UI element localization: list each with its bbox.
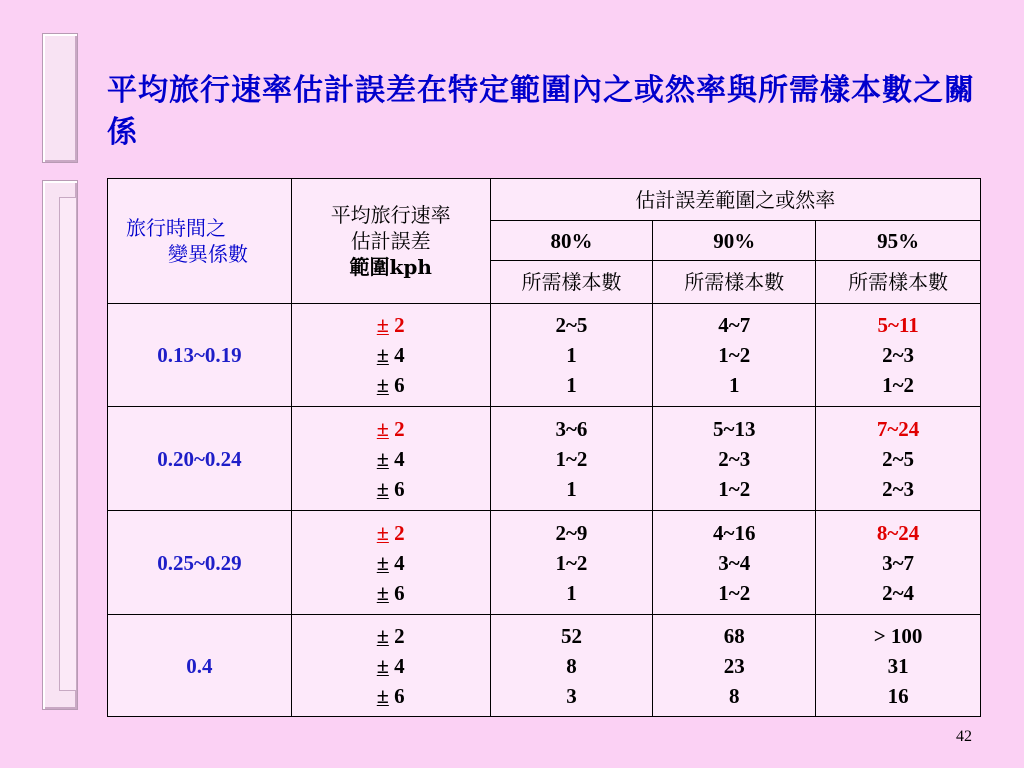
header-speed-error — [291, 179, 490, 304]
p90-cell — [653, 511, 816, 615]
p90-cell — [653, 304, 816, 407]
error-value: 2 — [394, 416, 405, 441]
header-cv-line2: 變異係數 — [168, 242, 248, 266]
header-sample-80: 所需樣本數 — [490, 261, 653, 304]
error-value: 4 — [394, 550, 405, 575]
sample-value: 2~5 — [882, 446, 915, 471]
error-cell — [291, 615, 490, 717]
header-speed-line3: 範圍kph — [349, 255, 432, 279]
sample-value: 1 — [566, 373, 577, 397]
cv-cell: 0.4 — [108, 615, 292, 717]
table-row — [108, 304, 981, 407]
sample-value: 1 — [566, 343, 577, 367]
decorative-bar-inner — [59, 197, 77, 691]
header-probability: 估計誤差範圍之或然率 — [490, 179, 980, 221]
sample-value: 68 — [723, 623, 745, 648]
plus-minus-icon: ± — [376, 312, 389, 337]
p95-cell — [816, 304, 981, 407]
p95-cell — [816, 615, 981, 717]
table-row — [108, 615, 981, 717]
sample-value: 1 — [566, 476, 577, 501]
header-level-80: 80% — [490, 221, 653, 261]
error-value: 2 — [394, 520, 405, 545]
header-level-90: 90% — [653, 221, 816, 261]
sample-value: 2~4 — [882, 580, 915, 605]
sample-value: 5~11 — [877, 313, 919, 337]
decorative-bar-top — [42, 33, 78, 163]
plus-minus-icon: ± — [376, 445, 389, 471]
sample-value: 1 — [729, 373, 740, 397]
error-value: 2 — [394, 623, 405, 648]
header-sample-95: 所需樣本數 — [816, 261, 981, 304]
sample-value: 31 — [887, 653, 909, 678]
plus-minus-icon: ± — [376, 579, 389, 605]
sample-value: 2~3 — [882, 343, 915, 367]
sample-value: 3~6 — [555, 416, 588, 441]
plus-minus-icon: ± — [376, 372, 389, 397]
sample-size-table — [107, 178, 981, 717]
plus-minus-icon: ± — [376, 475, 389, 501]
p80-cell — [490, 615, 653, 717]
error-value: 4 — [394, 343, 405, 367]
error-value: 4 — [394, 653, 405, 678]
sample-value: 52 — [560, 623, 582, 648]
sample-value: 8~24 — [876, 520, 920, 545]
cv-cell: 0.13~0.19 — [108, 304, 292, 407]
error-value: 4 — [394, 446, 405, 471]
error-cell — [291, 511, 490, 615]
cv-cell: 0.25~0.29 — [108, 511, 292, 615]
plus-minus-icon: ± — [376, 622, 389, 648]
error-cell — [291, 407, 490, 511]
sample-value: 2~5 — [555, 313, 588, 337]
sample-value: 8 — [729, 683, 740, 708]
sample-value: 1 — [566, 580, 577, 605]
p80-cell — [490, 407, 653, 511]
sample-value: 1~2 — [718, 476, 751, 501]
p95-cell — [816, 407, 981, 511]
sample-value: 3~7 — [882, 550, 915, 575]
sample-value: 1~2 — [555, 550, 588, 575]
sample-value: 2~3 — [718, 446, 751, 471]
sample-value: 5~13 — [713, 416, 756, 441]
header-cv — [108, 179, 292, 304]
header-speed-line1: 平均旅行速率 — [330, 203, 451, 227]
header-speed-line2: 估計誤差 — [350, 229, 431, 253]
error-value: 6 — [394, 683, 405, 708]
cv-cell: 0.20~0.24 — [108, 407, 292, 511]
page-number: 42 — [956, 728, 972, 745]
sample-value: 1~2 — [882, 373, 915, 397]
plus-minus-icon: ± — [376, 519, 389, 545]
plus-minus-icon: ± — [376, 652, 389, 678]
sample-value: 3~4 — [718, 550, 751, 575]
sample-value: 3 — [566, 683, 577, 708]
sample-value: 16 — [887, 683, 909, 708]
sample-value: 1~2 — [555, 446, 588, 471]
sample-value: 4~16 — [713, 520, 756, 545]
sample-value: 4~7 — [718, 313, 751, 337]
error-value: 6 — [394, 580, 405, 605]
error-value: 2 — [394, 313, 405, 337]
p80-cell — [490, 511, 653, 615]
error-value: 6 — [394, 476, 405, 501]
table-row — [108, 511, 981, 615]
plus-minus-icon: ± — [376, 549, 389, 575]
error-value: 6 — [394, 373, 405, 397]
sample-value: 1~2 — [718, 343, 751, 367]
sample-value: > 100 — [873, 623, 923, 648]
header-sample-90: 所需樣本數 — [653, 261, 816, 304]
sample-value: 1~2 — [718, 580, 751, 605]
sample-value: 8 — [566, 653, 577, 678]
error-cell — [291, 304, 490, 407]
decorative-bar-side — [42, 180, 78, 710]
sample-value: 2~9 — [555, 520, 588, 545]
header-level-95: 95% — [816, 221, 981, 261]
sample-value: 23 — [723, 653, 745, 678]
sample-value: 7~24 — [876, 416, 920, 441]
p80-cell — [490, 304, 653, 407]
sample-value: 2~3 — [882, 476, 915, 501]
plus-minus-icon: ± — [376, 415, 389, 441]
plus-minus-icon: ± — [376, 682, 389, 708]
slide-title: 平均旅行速率估計誤差在特定範圍內之或然率與所需樣本數之關係 — [107, 73, 975, 150]
p95-cell — [816, 511, 981, 615]
p90-cell — [653, 407, 816, 511]
plus-minus-icon: ± — [376, 342, 389, 367]
header-cv-line1: 旅行時間之 — [126, 216, 226, 240]
p90-cell — [653, 615, 816, 717]
table-row — [108, 407, 981, 511]
